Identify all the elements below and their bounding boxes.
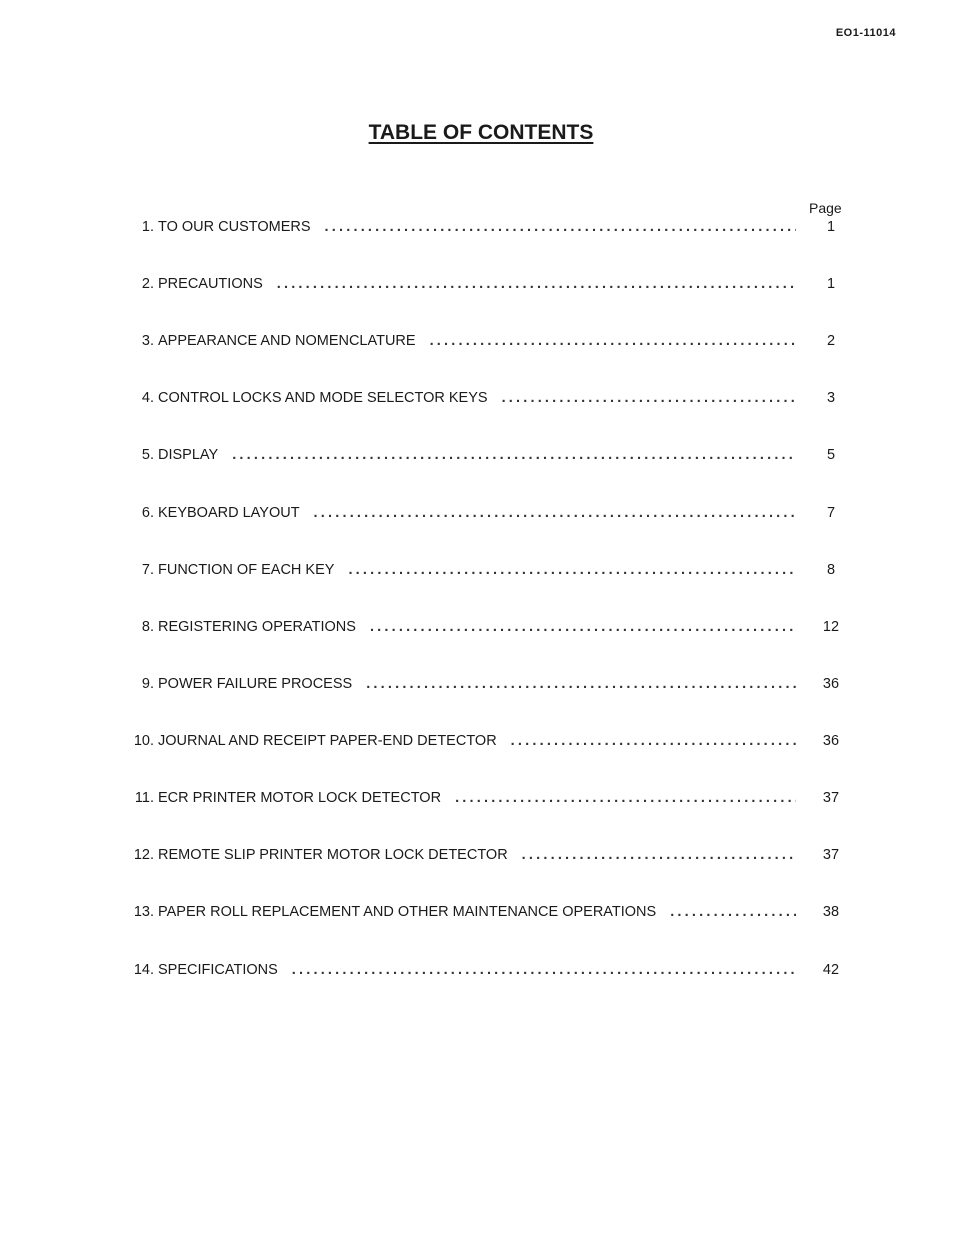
toc-entry-number: 1. bbox=[141, 219, 154, 235]
toc-entry bbox=[118, 733, 848, 753]
toc-entry bbox=[118, 962, 848, 982]
toc-entry-title: CONTROL LOCKS AND MODE SELECTOR KEYS bbox=[158, 390, 488, 406]
toc-entry-number: 13. bbox=[133, 904, 154, 920]
toc-leader-dots bbox=[325, 219, 796, 235]
toc-entry bbox=[118, 219, 848, 239]
toc-entry-page: 2 bbox=[826, 333, 836, 349]
toc-entry-number: 6. bbox=[141, 505, 154, 521]
toc-entry bbox=[118, 676, 848, 696]
toc-leader-dots bbox=[430, 333, 796, 349]
toc-entry-page: 8 bbox=[826, 562, 836, 578]
page-title: TABLE OF CONTENTS bbox=[368, 121, 594, 144]
toc-entry-number: 7. bbox=[141, 562, 154, 578]
toc-entry-page: 12 bbox=[822, 619, 840, 635]
toc-entry bbox=[118, 619, 848, 639]
toc-entry-title: SPECIFICATIONS bbox=[158, 962, 278, 978]
toc-entry-page: 1 bbox=[826, 219, 836, 235]
toc-entry-page: 38 bbox=[822, 904, 840, 920]
toc-entry-number: 11. bbox=[134, 790, 154, 806]
document-code: EO1-11014 bbox=[835, 27, 896, 39]
toc-entry-title: PRECAUTIONS bbox=[158, 276, 263, 292]
toc-entry-number: 8. bbox=[141, 619, 154, 635]
toc-entry bbox=[118, 847, 848, 867]
toc-entry-number: 4. bbox=[141, 390, 154, 406]
toc-leader-dots bbox=[366, 676, 796, 692]
toc-leader-dots bbox=[277, 276, 796, 292]
toc-leader-dots bbox=[292, 962, 796, 978]
toc-entry bbox=[118, 790, 848, 810]
toc-entry-number: 14. bbox=[133, 962, 154, 978]
toc-entry-title: JOURNAL AND RECEIPT PAPER-END DETECTOR bbox=[158, 733, 497, 749]
toc-entry bbox=[118, 562, 848, 582]
toc-entry-title: REGISTERING OPERATIONS bbox=[158, 619, 356, 635]
toc-entry-page: 36 bbox=[822, 733, 840, 749]
toc-entry-page: 1 bbox=[826, 276, 836, 292]
toc-leader-dots bbox=[522, 847, 796, 863]
toc-entry-page: 36 bbox=[822, 676, 840, 692]
toc-entry-page: 37 bbox=[822, 847, 840, 863]
toc-entry bbox=[118, 276, 848, 296]
page-column-label: Page bbox=[809, 200, 842, 216]
toc-entry-title: REMOTE SLIP PRINTER MOTOR LOCK DETECTOR bbox=[158, 847, 508, 863]
toc-entry-title: FUNCTION OF EACH KEY bbox=[158, 562, 335, 578]
toc-entry bbox=[118, 390, 848, 410]
toc-leader-dots bbox=[455, 790, 796, 806]
toc-leader-dots bbox=[670, 904, 796, 920]
toc-leader-dots bbox=[348, 562, 796, 578]
toc-leader-dots bbox=[511, 733, 796, 749]
toc-entry-number: 12. bbox=[133, 847, 154, 863]
toc-entry bbox=[118, 447, 848, 467]
toc-entry-number: 3. bbox=[141, 333, 154, 349]
toc-entry-number: 10. bbox=[133, 733, 154, 749]
toc-entry-title: PAPER ROLL REPLACEMENT AND OTHER MAINTENANCE OPERATIONS bbox=[158, 904, 657, 920]
toc-entry-title: TO OUR CUSTOMERS bbox=[158, 219, 311, 235]
toc-leader-dots bbox=[232, 447, 796, 463]
toc-entry-title: ECR PRINTER MOTOR LOCK DETECTOR bbox=[158, 790, 442, 806]
toc-entry bbox=[118, 333, 848, 353]
toc-entry-number: 5. bbox=[141, 447, 154, 463]
toc-entry-page: 5 bbox=[826, 447, 836, 463]
toc-entry-title: KEYBOARD LAYOUT bbox=[158, 505, 300, 521]
toc-entry-page: 37 bbox=[822, 790, 840, 806]
toc-leader-dots bbox=[502, 390, 796, 406]
toc-entry-page: 3 bbox=[826, 390, 836, 406]
toc-leader-dots bbox=[314, 505, 796, 521]
toc-entry-number: 9. bbox=[141, 676, 154, 692]
toc-entry-page: 42 bbox=[822, 962, 840, 978]
toc-entry-title: DISPLAY bbox=[158, 447, 219, 463]
toc-entry-title: POWER FAILURE PROCESS bbox=[158, 676, 353, 692]
toc-entry-page: 7 bbox=[826, 505, 836, 521]
toc-entry bbox=[118, 505, 848, 525]
toc-leader-dots bbox=[370, 619, 796, 635]
toc-entry bbox=[118, 904, 848, 924]
toc-entry-title: APPEARANCE AND NOMENCLATURE bbox=[158, 333, 416, 349]
toc-entry-number: 2. bbox=[141, 276, 154, 292]
